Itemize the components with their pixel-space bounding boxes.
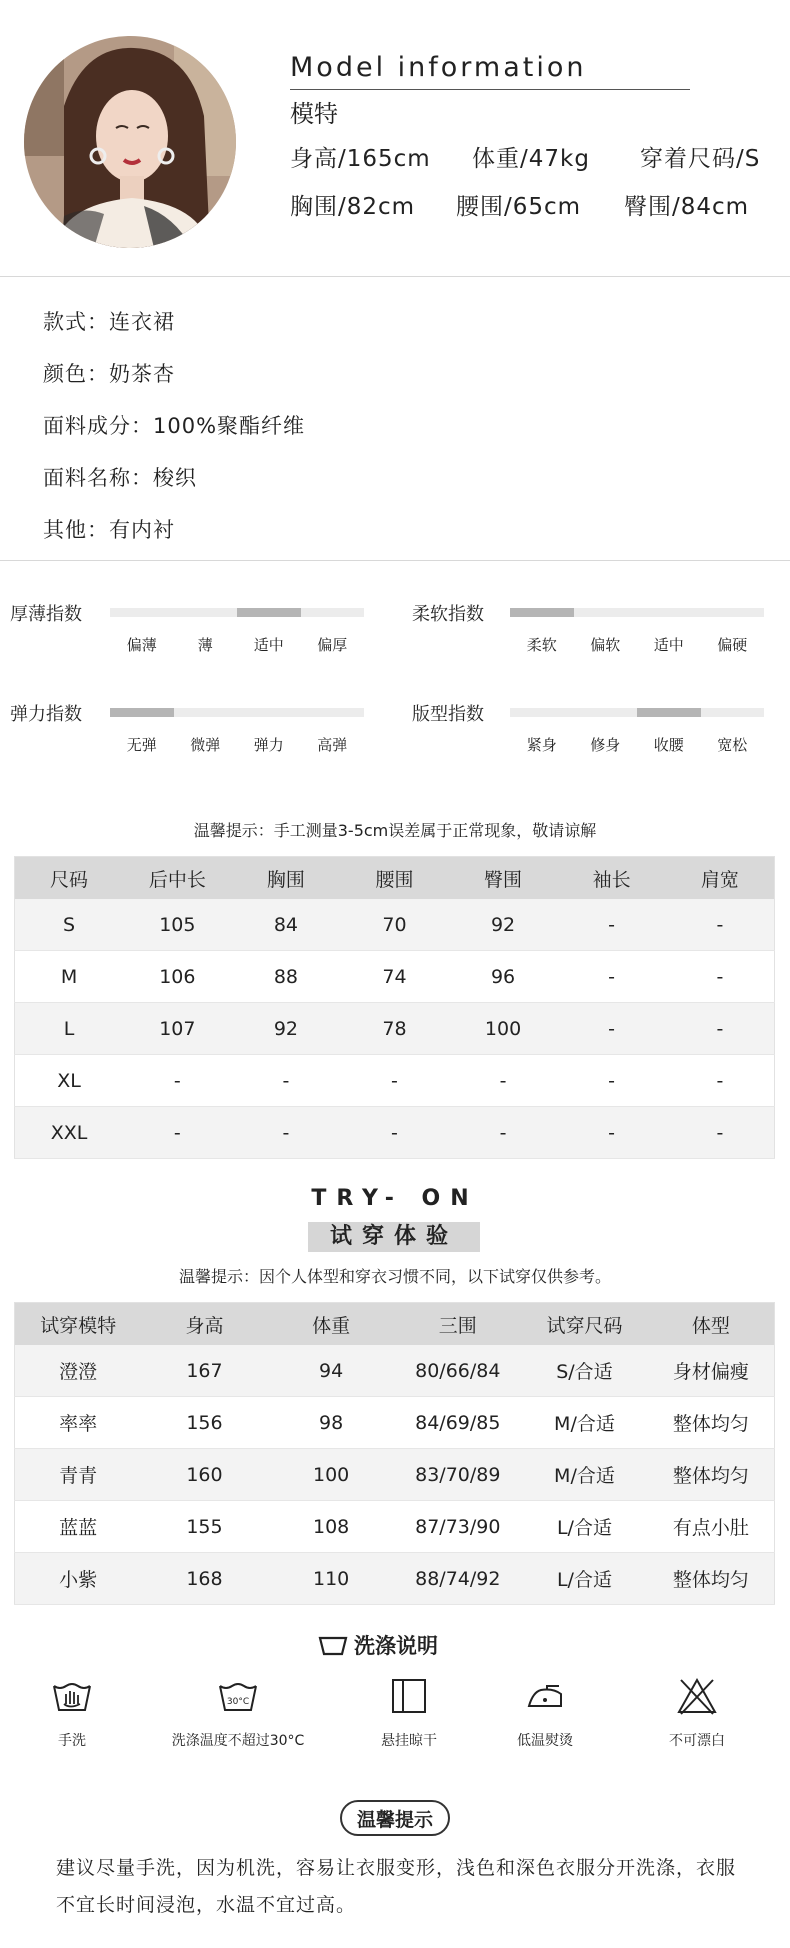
- table-row: [15, 1345, 775, 1397]
- wash-label-hand: 手洗: [58, 1733, 86, 1749]
- size-table-header-cell: 臀围: [449, 857, 558, 900]
- table-cell: 整体均匀: [648, 1449, 775, 1501]
- model-weight: 体重/47kg: [472, 146, 590, 172]
- model-hip: 臀围/84cm: [624, 194, 750, 220]
- tryon-table-header-cell: 试穿尺码: [521, 1303, 648, 1346]
- table-row: [15, 1107, 775, 1159]
- index-option: 无弹: [126, 736, 157, 754]
- tryon-table-header-cell: 身高: [141, 1303, 268, 1346]
- wash-label-hang: 悬挂晾干: [381, 1733, 437, 1749]
- table-cell: 105: [123, 899, 232, 951]
- elasticity-index-label: 弹力指数: [10, 704, 82, 725]
- table-cell: 小紫: [15, 1553, 142, 1605]
- table-cell: 110: [268, 1553, 395, 1605]
- table-cell: -: [232, 1055, 341, 1107]
- table-cell: M/合适: [521, 1397, 648, 1449]
- tryon-table-header-cell: 体重: [268, 1303, 395, 1346]
- index-option: 偏厚: [317, 636, 348, 654]
- softness-index-label: 柔软指数: [412, 604, 484, 625]
- table-cell: 有点小肚: [648, 1501, 775, 1553]
- size-table-header-row: [15, 857, 775, 900]
- index-option: 偏薄: [126, 636, 157, 654]
- index-option: 偏硬: [717, 636, 748, 654]
- model-info-divider: [290, 89, 690, 90]
- tryon-table-header-cell: 三围: [394, 1303, 521, 1346]
- wash-item-hang: [334, 1676, 484, 1750]
- softness-index-bar: [510, 608, 764, 617]
- table-cell: 澄澄: [15, 1345, 142, 1397]
- index-option: 紧身: [526, 736, 557, 754]
- tryon-title-cn: 试穿体验: [308, 1222, 480, 1252]
- spec-style: 款式：连衣裙: [43, 310, 175, 334]
- table-cell: 整体均匀: [648, 1397, 775, 1449]
- index-option: 高弹: [317, 736, 348, 754]
- table-cell: XXL: [15, 1107, 124, 1159]
- wash-label-temp: 洗涤温度不超过30°C: [171, 1733, 305, 1749]
- fit-index-fill: [637, 708, 701, 717]
- table-cell: -: [557, 1055, 666, 1107]
- model-height: 身高/165cm: [290, 146, 431, 172]
- wash-30-icon-text: 30°C: [226, 1697, 250, 1707]
- table-row: [15, 1449, 775, 1501]
- elasticity-index-fill: [110, 708, 174, 717]
- table-cell: S: [15, 899, 124, 951]
- tryon-table-header-cell: 体型: [648, 1303, 775, 1346]
- table-cell: 96: [449, 951, 558, 1003]
- index-option: 柔软: [526, 636, 557, 654]
- index-option: 宽松: [717, 736, 748, 754]
- tryon-table-header-cell: 试穿模特: [15, 1303, 142, 1346]
- table-cell: -: [557, 1003, 666, 1055]
- size-table: [14, 856, 775, 1159]
- table-row: [15, 1397, 775, 1449]
- index-option: 修身: [590, 736, 621, 754]
- table-row: [15, 1055, 775, 1107]
- table-cell: -: [340, 1107, 449, 1159]
- model-info-subtitle: 模特: [290, 100, 338, 128]
- table-cell: 87/73/90: [394, 1501, 521, 1553]
- table-cell: -: [449, 1107, 558, 1159]
- model-size: 穿着尺码/S: [640, 146, 761, 172]
- index-option: 适中: [653, 636, 684, 654]
- warm-tip-text: 建议尽量手洗，因为机洗，容易让衣服变形，浅色和深色衣服分开洗涤，衣服不宜长时间浸泡，水温不宜过高。: [56, 1857, 737, 1916]
- table-cell: 83/70/89: [394, 1449, 521, 1501]
- table-cell: 100: [268, 1449, 395, 1501]
- table-cell: 蓝蓝: [15, 1501, 142, 1553]
- table-cell: XL: [15, 1055, 124, 1107]
- table-cell: 106: [123, 951, 232, 1003]
- table-row: [15, 899, 775, 951]
- index-option: 适中: [253, 636, 284, 654]
- size-table-header-cell: 肩宽: [666, 857, 775, 900]
- wash-item-iron: [470, 1676, 620, 1750]
- table-cell: 92: [449, 899, 558, 951]
- table-row: [15, 1003, 775, 1055]
- hand-wash-icon: [50, 1676, 94, 1716]
- thickness-index-label: 厚薄指数: [10, 604, 82, 625]
- model-photo: [24, 36, 236, 248]
- tryon-table-header-row: [15, 1303, 775, 1346]
- index-option: 弹力: [253, 736, 284, 754]
- table-cell: 84: [232, 899, 341, 951]
- softness-index-fill: [510, 608, 574, 617]
- table-cell: -: [557, 1107, 666, 1159]
- table-cell: L/合适: [521, 1553, 648, 1605]
- thickness-index-fill: [237, 608, 301, 617]
- tryon-tip: 温馨提示：因个人体型和穿衣习惯不同，以下试穿仅供参考。: [178, 1267, 611, 1286]
- table-cell: -: [123, 1055, 232, 1107]
- table-cell: 155: [141, 1501, 268, 1553]
- wash-title-block: [318, 1630, 438, 1660]
- model-waist: 腰围/65cm: [456, 194, 582, 220]
- table-row: [15, 1553, 775, 1605]
- wash-title: 洗涤说明: [354, 1634, 438, 1658]
- size-table-header-cell: 尺码: [15, 857, 124, 900]
- wash-basin-icon: [318, 1634, 348, 1656]
- table-cell: -: [232, 1107, 341, 1159]
- no-bleach-icon: [675, 1676, 719, 1716]
- warm-tip-title: 温馨提示: [340, 1800, 450, 1836]
- spec-other: 其他：有内衬: [43, 518, 175, 542]
- table-cell: 107: [123, 1003, 232, 1055]
- table-cell: 160: [141, 1449, 268, 1501]
- index-option: 薄: [197, 636, 213, 654]
- table-cell: 整体均匀: [648, 1553, 775, 1605]
- table-cell: 74: [340, 951, 449, 1003]
- low-iron-icon: [523, 1676, 567, 1716]
- tryon-title-en: TRY- ON: [311, 1186, 479, 1211]
- spec-fabric: 面料名称：梭织: [43, 466, 197, 490]
- table-cell: 168: [141, 1553, 268, 1605]
- table-cell: 92: [232, 1003, 341, 1055]
- fit-index-label: 版型指数: [412, 704, 484, 725]
- table-cell: 156: [141, 1397, 268, 1449]
- fit-index-bar: [510, 708, 764, 717]
- section-divider: [0, 276, 790, 277]
- wash-30-icon: [216, 1676, 260, 1716]
- model-info-title: Model information: [290, 52, 587, 83]
- table-cell: 84/69/85: [394, 1397, 521, 1449]
- table-cell: 100: [449, 1003, 558, 1055]
- wash-label-iron: 低温熨烫: [517, 1733, 573, 1749]
- table-row: [15, 1501, 775, 1553]
- table-cell: -: [557, 899, 666, 951]
- table-cell: 率率: [15, 1397, 142, 1449]
- size-table-header-cell: 后中长: [123, 857, 232, 900]
- table-cell: 70: [340, 899, 449, 951]
- table-cell: L/合适: [521, 1501, 648, 1553]
- section-divider: [0, 560, 790, 561]
- size-table-header-cell: 胸围: [232, 857, 341, 900]
- table-row: [15, 951, 775, 1003]
- table-cell: M/合适: [521, 1449, 648, 1501]
- table-cell: -: [449, 1055, 558, 1107]
- table-cell: -: [557, 951, 666, 1003]
- table-cell: 身材偏瘦: [648, 1345, 775, 1397]
- table-cell: 108: [268, 1501, 395, 1553]
- wash-item-hand: [0, 1676, 147, 1750]
- table-cell: 98: [268, 1397, 395, 1449]
- table-cell: 88: [232, 951, 341, 1003]
- table-cell: -: [666, 1003, 775, 1055]
- elasticity-index-bar: [110, 708, 364, 717]
- table-cell: -: [340, 1055, 449, 1107]
- hang-dry-icon: [387, 1676, 431, 1716]
- model-bust: 胸围/82cm: [290, 194, 416, 220]
- table-cell: -: [123, 1107, 232, 1159]
- table-cell: 80/66/84: [394, 1345, 521, 1397]
- wash-item-bleach: [622, 1676, 772, 1750]
- thickness-index-bar: [110, 608, 364, 617]
- table-cell: L: [15, 1003, 124, 1055]
- size-table-header-cell: 腰围: [340, 857, 449, 900]
- tryon-table: [14, 1302, 775, 1605]
- wash-label-bleach: 不可漂白: [669, 1733, 725, 1749]
- table-cell: M: [15, 951, 124, 1003]
- table-cell: -: [666, 1107, 775, 1159]
- index-option: 收腰: [653, 736, 684, 754]
- table-cell: 167: [141, 1345, 268, 1397]
- table-cell: 88/74/92: [394, 1553, 521, 1605]
- model-avatar: [24, 36, 236, 248]
- table-cell: -: [666, 951, 775, 1003]
- index-option: 偏软: [590, 636, 621, 654]
- table-cell: 78: [340, 1003, 449, 1055]
- table-cell: S/合适: [521, 1345, 648, 1397]
- table-cell: -: [666, 1055, 775, 1107]
- spec-composition: 面料成分：100%聚酯纤维: [43, 414, 306, 438]
- table-cell: -: [666, 899, 775, 951]
- wash-item-30: [163, 1676, 313, 1750]
- size-table-header-cell: 袖长: [557, 857, 666, 900]
- spec-color: 颜色：奶茶杏: [43, 362, 175, 386]
- index-option: 微弹: [190, 736, 221, 754]
- table-cell: 94: [268, 1345, 395, 1397]
- size-tip: 温馨提示：手工测量3-5cm误差属于正常现象，敬请谅解: [193, 821, 597, 840]
- table-cell: 青青: [15, 1449, 142, 1501]
